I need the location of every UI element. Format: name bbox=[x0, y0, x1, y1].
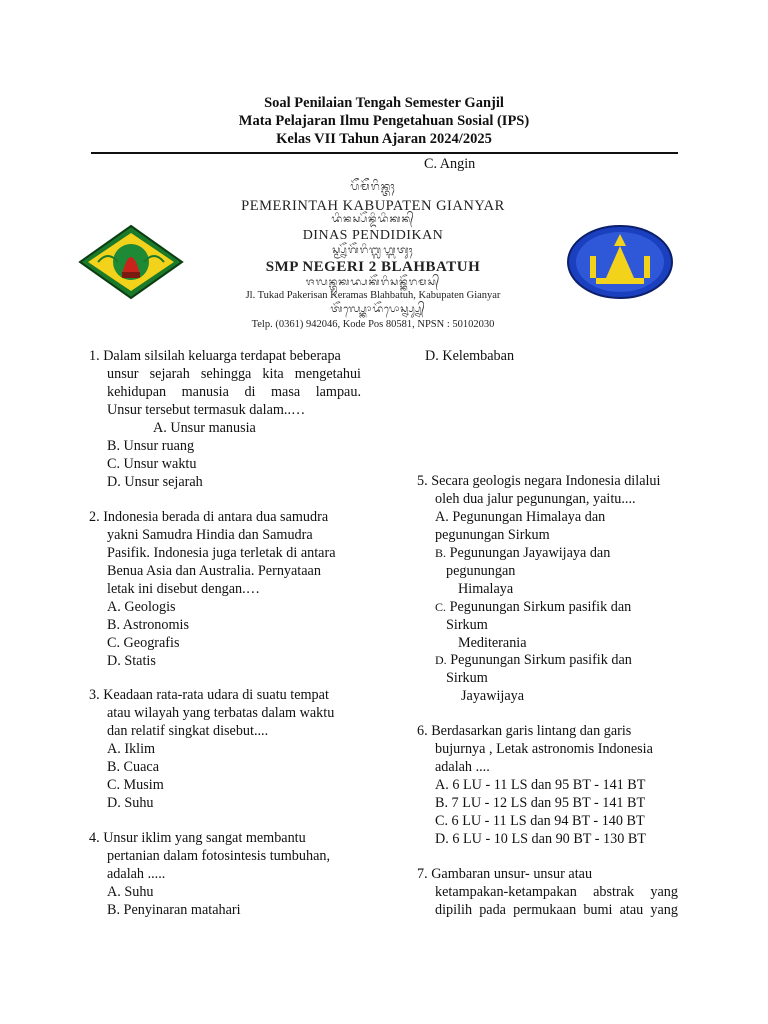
question-5-option-a: A. Pegunungan Himalaya dan bbox=[435, 509, 606, 525]
question-5-option-c: Sirkum bbox=[446, 617, 488, 633]
question-5-option-b: Himalaya bbox=[458, 581, 514, 597]
letterhead-address: Jl. Tukad Pakerisan Keramas Blahbatuh, Kabupaten Gianyar bbox=[245, 290, 501, 301]
option-text: Pegunungan Jayawijaya dan bbox=[446, 545, 611, 561]
header-divider bbox=[91, 152, 678, 154]
exam-class-year: Kelas VII Tahun Ajaran 2024/2025 bbox=[276, 131, 492, 147]
question-2-line: Pasifik. Indonesia juga terletak di antara bbox=[107, 545, 336, 561]
bali-script-line-4: ᬚᬮᬦ᭄ᬢᬸᬓᬤ᭄ᬧᬓᭂᬭᬶᬲᬦ᭄ᬓᭂᬭᬫᬲ᭄ bbox=[305, 277, 441, 288]
question-4-option-d: D. Kelembaban bbox=[425, 348, 515, 364]
question-7-line: 7. Gambaran unsur- unsur atau bbox=[417, 866, 593, 882]
letterhead-contact: Telp. (0361) 942046, Kode Pos 80581, NPSN : 50102030 bbox=[251, 319, 495, 330]
letterhead-government: PEMERINTAH KABUPATEN GIANYAR bbox=[241, 198, 505, 214]
question-5-option-b: pegunungan bbox=[446, 563, 516, 579]
question-3-line: dan relatif singkat disebut.... bbox=[107, 723, 269, 739]
question-5-option-a: pegunungan Sirkum bbox=[435, 527, 550, 543]
question-7-line: ketampakan-ketampakan abstrak yang bbox=[435, 884, 678, 900]
question-1-line: kehidupan manusia di masa lampau. bbox=[107, 384, 361, 400]
question-5-option-d: Sirkum bbox=[446, 670, 488, 686]
option-text: Pegunungan Sirkum pasifik dan bbox=[446, 599, 632, 615]
question-5-option-c bbox=[435, 598, 631, 616]
question-4-line: pertanian dalam fotosintesis tumbuhan, bbox=[107, 848, 331, 864]
question-6-line: adalah .... bbox=[435, 759, 490, 775]
question-1-line: Unsur tersebut termasuk dalam..… bbox=[107, 402, 306, 418]
logo-right-icon bbox=[566, 224, 674, 300]
question-4-option-a: A. Suhu bbox=[107, 884, 154, 900]
question-6-option-a: A. 6 LU - 11 LS dan 95 BT - 141 BT bbox=[435, 777, 646, 793]
exam-title: Soal Penilaian Tengah Semester Ganjil bbox=[264, 95, 504, 111]
option-letter: B. bbox=[435, 546, 447, 560]
question-5-option-d bbox=[435, 651, 632, 669]
question-1-option-b: B. Unsur ruang bbox=[107, 438, 195, 454]
letterhead-department: DINAS PENDIDIKAN bbox=[302, 228, 444, 243]
question-4-line: 4. Unsur iklim yang sangat membantu bbox=[89, 830, 306, 846]
question-5-line: oleh dua jalur pegunungan, yaitu.... bbox=[435, 491, 636, 507]
letterhead-school: SMP NEGERI 2 BLAHBATUH bbox=[265, 259, 481, 275]
question-2-line: letak ini disebut dengan.… bbox=[107, 581, 260, 597]
question-2-option-a: A. Geologis bbox=[107, 599, 176, 615]
question-3-option-b: B. Cuaca bbox=[107, 759, 160, 775]
question-6-option-c: C. 6 LU - 11 LS dan 94 BT - 140 BT bbox=[435, 813, 645, 829]
question-2-line: yakni Samudra Hindia dan Samudra bbox=[107, 527, 313, 543]
question-2-line: Benua Asia dan Australia. Pernyataan bbox=[107, 563, 321, 579]
bali-script-line-3: ᬲ᭄ᬫ᭄ᬧ᭄ᬦᭂᬕᭂᬭᬶᬩ᭄ᬮᬳ᭄ᬩᬢᬸᬄ bbox=[332, 245, 414, 256]
question-3-option-a: A. Iklim bbox=[107, 741, 156, 757]
logo-left-icon bbox=[78, 224, 184, 300]
question-1-line: unsur sejarah sehingga kita mengetahui bbox=[107, 366, 361, 382]
question-4-line: adalah ..... bbox=[107, 866, 166, 882]
question-3-option-c: C. Musim bbox=[107, 777, 164, 793]
exam-subject: Mata Pelajaran Ilmu Pengetahuan Sosial (IPS) bbox=[238, 113, 530, 129]
question-5-line: 5. Secara geologis negara Indonesia dilalui bbox=[417, 473, 661, 489]
question-4-option-b: B. Penyinaran matahari bbox=[107, 902, 241, 918]
option-letter: C. bbox=[435, 600, 447, 614]
bali-script-line-5: ᬢᭂᬮ᭄ᬧ᭄ᬓᭀᬤᭂᬧᭀᬲ᭄ᬦ᭄ᬧ᭄ᬲ᭄ᬦ᭄ bbox=[330, 304, 426, 315]
question-6-option-b: B. 7 LU - 12 LS dan 95 BT - 141 BT bbox=[435, 795, 646, 811]
question-6-line: bujurnya , Letak astronomis Indonesia bbox=[435, 741, 653, 757]
question-1-option-a: A. Unsur manusia bbox=[153, 420, 256, 436]
option-text: Pegunungan Sirkum pasifik dan bbox=[446, 652, 632, 668]
question-6-option-d: D. 6 LU - 10 LS dan 90 BT - 130 BT bbox=[435, 831, 646, 847]
question-3-option-d: D. Suhu bbox=[107, 795, 154, 811]
stray-option: C. Angin bbox=[424, 156, 476, 172]
option-letter: D. bbox=[435, 653, 447, 667]
question-1-line: 1. Dalam silsilah keluarga terdapat beberapa bbox=[89, 348, 341, 364]
question-1-option-d: D. Unsur sejarah bbox=[107, 474, 203, 490]
question-5-option-b bbox=[435, 544, 610, 562]
question-2-option-c: C. Geografis bbox=[107, 635, 180, 651]
question-5-option-d: Jayawijaya bbox=[461, 688, 525, 704]
question-2-option-b: B. Astronomis bbox=[107, 617, 189, 633]
school-letterhead bbox=[78, 176, 684, 336]
question-2-line: 2. Indonesia berada di antara dua samudra bbox=[89, 509, 329, 525]
question-3-line: 3. Keadaan rata-rata udara di suatu tempat bbox=[89, 687, 329, 703]
question-5-option-c: Mediterania bbox=[458, 635, 527, 651]
question-1-option-c: C. Unsur waktu bbox=[107, 456, 197, 472]
question-2-option-d: D. Statis bbox=[107, 653, 156, 669]
question-6-line: 6. Berdasarkan garis lintang dan garis bbox=[417, 723, 632, 739]
bali-script-line-2: ᬤᬶᬦᬲ᭄ᬧᭂᬦ᭄ᬤᬶᬤᬶᬓᬦ᭄ bbox=[331, 214, 415, 225]
question-7-line: dipilih pada permukaan bumi atau yang bbox=[435, 902, 678, 918]
question-3-line: atau wilayah yang terbatas dalam waktu bbox=[107, 705, 335, 721]
bali-script-line-1: ᬧᭂᬫᭂᬭᬶᬦ᭄ᬢᬄ bbox=[350, 180, 396, 193]
